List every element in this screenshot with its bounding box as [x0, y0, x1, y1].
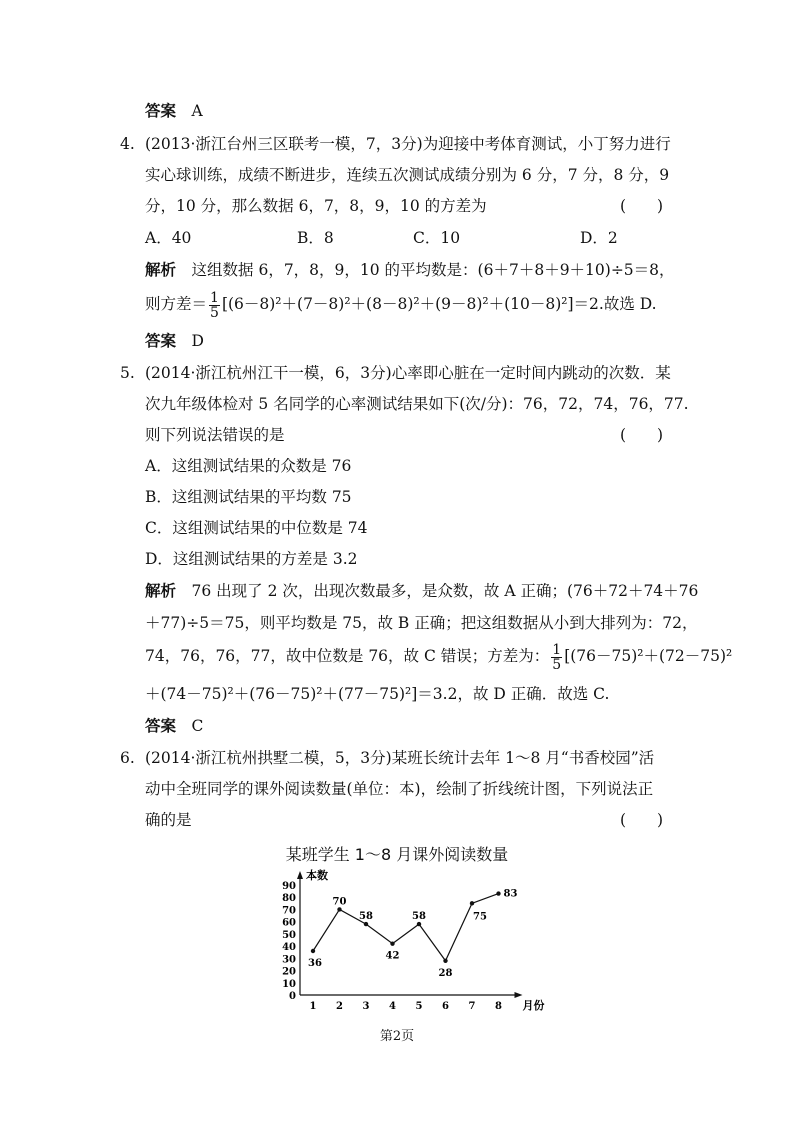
answer-label: 答案 — [145, 101, 177, 120]
q5-line1: (2014·浙江杭州江干一模，6，3分)心率即心脏在一定时间内跳动的次数．某 — [145, 364, 671, 382]
y-tick-label: 20 — [282, 966, 296, 978]
q4-option-d: D．2 — [580, 229, 618, 247]
data-label: 75 — [473, 911, 487, 923]
q4-paren: ( ) — [620, 197, 664, 215]
data-point — [443, 959, 447, 963]
data-label: 36 — [308, 958, 322, 969]
q6-line3: 确的是 — [145, 811, 192, 829]
q4-line1: (2013·浙江台州三区联考一模，7，3分)为迎接中考体育测试，小丁努力进行 — [145, 135, 671, 153]
y-tick-label: 10 — [282, 978, 296, 990]
y-axis-arrow — [297, 871, 303, 879]
q4-frac-num: 1 — [210, 289, 219, 306]
q4-fraction — [209, 291, 220, 320]
q5-answer-value: C — [191, 717, 204, 735]
data-label: 28 — [438, 967, 453, 979]
data-label: 42 — [385, 950, 400, 962]
q4-analysis2-post: [(6－8)²＋(7－8)²＋(8－8)²＋(9－8)²＋(10－8)²]＝2.故选 D. — [221, 295, 657, 313]
data-label: 70 — [332, 896, 347, 908]
page-footer: 第2页 — [379, 1029, 415, 1044]
q5-analysis3 — [145, 640, 732, 672]
y-tick-label: 80 — [282, 893, 296, 905]
q5-paren: ( ) — [620, 426, 664, 444]
data-label: 58 — [412, 911, 426, 923]
q6-number: 6. — [120, 749, 135, 767]
q5-option-d: D．这组测试结果的方差是 3.2 — [145, 550, 358, 568]
q5-analysis1 — [145, 580, 698, 602]
q4-answer-value: D — [191, 332, 204, 350]
x-axis-label: 月份 — [522, 999, 545, 1012]
q4-option-a: A．40 — [145, 229, 192, 247]
q5-option-b: B．这组测试结果的平均数 75 — [145, 488, 352, 506]
data-point — [390, 941, 394, 945]
q5-frac-num: 1 — [552, 641, 562, 658]
data-point — [337, 907, 341, 911]
q5-number: 5. — [120, 364, 135, 382]
q4-answer-label: 答案 — [145, 331, 177, 350]
q5-analysis3-post: [(76－75)²＋(72－75)² — [564, 647, 733, 665]
q5-analysis-label: 解析 — [145, 581, 177, 600]
x-axis-arrow — [515, 992, 523, 998]
q6-line1: (2014·浙江杭州拱墅二模，5，3分)某班长统计去年 1～8 月“书香校园”活 — [145, 749, 655, 767]
q4-frac-den: 5 — [210, 304, 219, 321]
x-tick-label: 2 — [336, 1001, 343, 1012]
data-point — [470, 901, 474, 905]
y-tick-label: 90 — [282, 881, 296, 892]
data-point — [417, 922, 421, 926]
q6-line2: 动中全班同学的课外阅读数量(单位：本)，绘制了折线统计图，下列说法正 — [145, 780, 654, 798]
line-chart — [0, 865, 794, 1015]
x-tick-label: 7 — [468, 1001, 476, 1012]
q4-analysis1 — [145, 259, 675, 281]
q6-paren: ( ) — [620, 811, 664, 829]
data-label: 83 — [503, 888, 518, 900]
answer-value: A — [191, 102, 203, 120]
q4-answer — [145, 330, 204, 352]
q5-frac-den: 5 — [552, 656, 562, 673]
q5-analysis4: ＋(74－75)²＋(76－75)²＋(77－75)²]＝3.2，故 D 正确．故选 C. — [145, 685, 610, 703]
q4-analysis2 — [145, 288, 657, 320]
q4-line3: 分，10 分，那么数据 6，7，8，9，10 的方差为 — [145, 197, 487, 215]
q4-option-b: B．8 — [297, 229, 334, 247]
q5-option-a: A．这组测试结果的众数是 76 — [145, 457, 352, 475]
y-tick-label: 50 — [282, 929, 296, 941]
q4-number: 4. — [120, 135, 135, 153]
q5-line3: 则下列说法错误的是 — [145, 426, 285, 444]
x-tick-label: 6 — [442, 1001, 449, 1012]
q4-option-c: C．10 — [413, 229, 461, 247]
q5-line2: 次九年级体检对 5 名同学的心率测试结果如下(次/分)：76，72，74，76，77. — [145, 395, 689, 413]
y-tick-label: 30 — [282, 954, 296, 966]
q5-analysis1-text: 76 出现了 2 次，出现次数最多，是众数，故 A 正确；(76＋72＋74＋76 — [191, 582, 699, 600]
x-tick-label: 4 — [389, 1001, 396, 1012]
q4-analysis-label: 解析 — [145, 260, 177, 279]
y-tick-label: 60 — [282, 917, 296, 929]
q5-analysis2: ＋77)÷5＝75，则平均数是 75，故 B 正确；把这组数据从小到大排列为：72， — [145, 614, 698, 632]
q5-answer — [145, 715, 203, 737]
x-tick-label: 3 — [362, 1001, 370, 1012]
y-axis-label: 本数 — [306, 869, 328, 882]
q4-analysis1-text: 这组数据 6，7，8，9，10 的平均数是：(6＋7＋8＋9＋10)÷5＝8， — [191, 261, 675, 279]
q5-option-c: C．这组测试结果的中位数是 74 — [145, 519, 368, 537]
x-tick-label: 8 — [495, 1001, 502, 1012]
y-tick-label: 40 — [282, 942, 296, 954]
q5-answer-label: 答案 — [145, 716, 177, 735]
y-tick-label: 0 — [289, 991, 296, 1002]
data-point — [311, 949, 315, 953]
q5-fraction — [551, 643, 562, 672]
q4-analysis2-pre: 则方差＝ — [145, 295, 208, 313]
data-point — [364, 922, 368, 926]
data-point — [496, 891, 500, 895]
x-tick-label: 1 — [309, 1001, 317, 1012]
y-tick-label: 70 — [282, 905, 296, 917]
chart-title: 某班学生 1～8 月课外阅读数量 — [285, 845, 509, 864]
answer-prev — [145, 100, 203, 122]
q5-analysis3-pre: 74，76，76，77，故中位数是 76，故 C 错误；方差为： — [145, 647, 550, 665]
x-tick-label: 5 — [415, 1001, 423, 1012]
data-label: 58 — [359, 911, 373, 923]
q4-line2: 实心球训练，成绩不断进步，连续五次测试成绩分别为 6 分，7 分，8 分，9 — [145, 166, 670, 184]
